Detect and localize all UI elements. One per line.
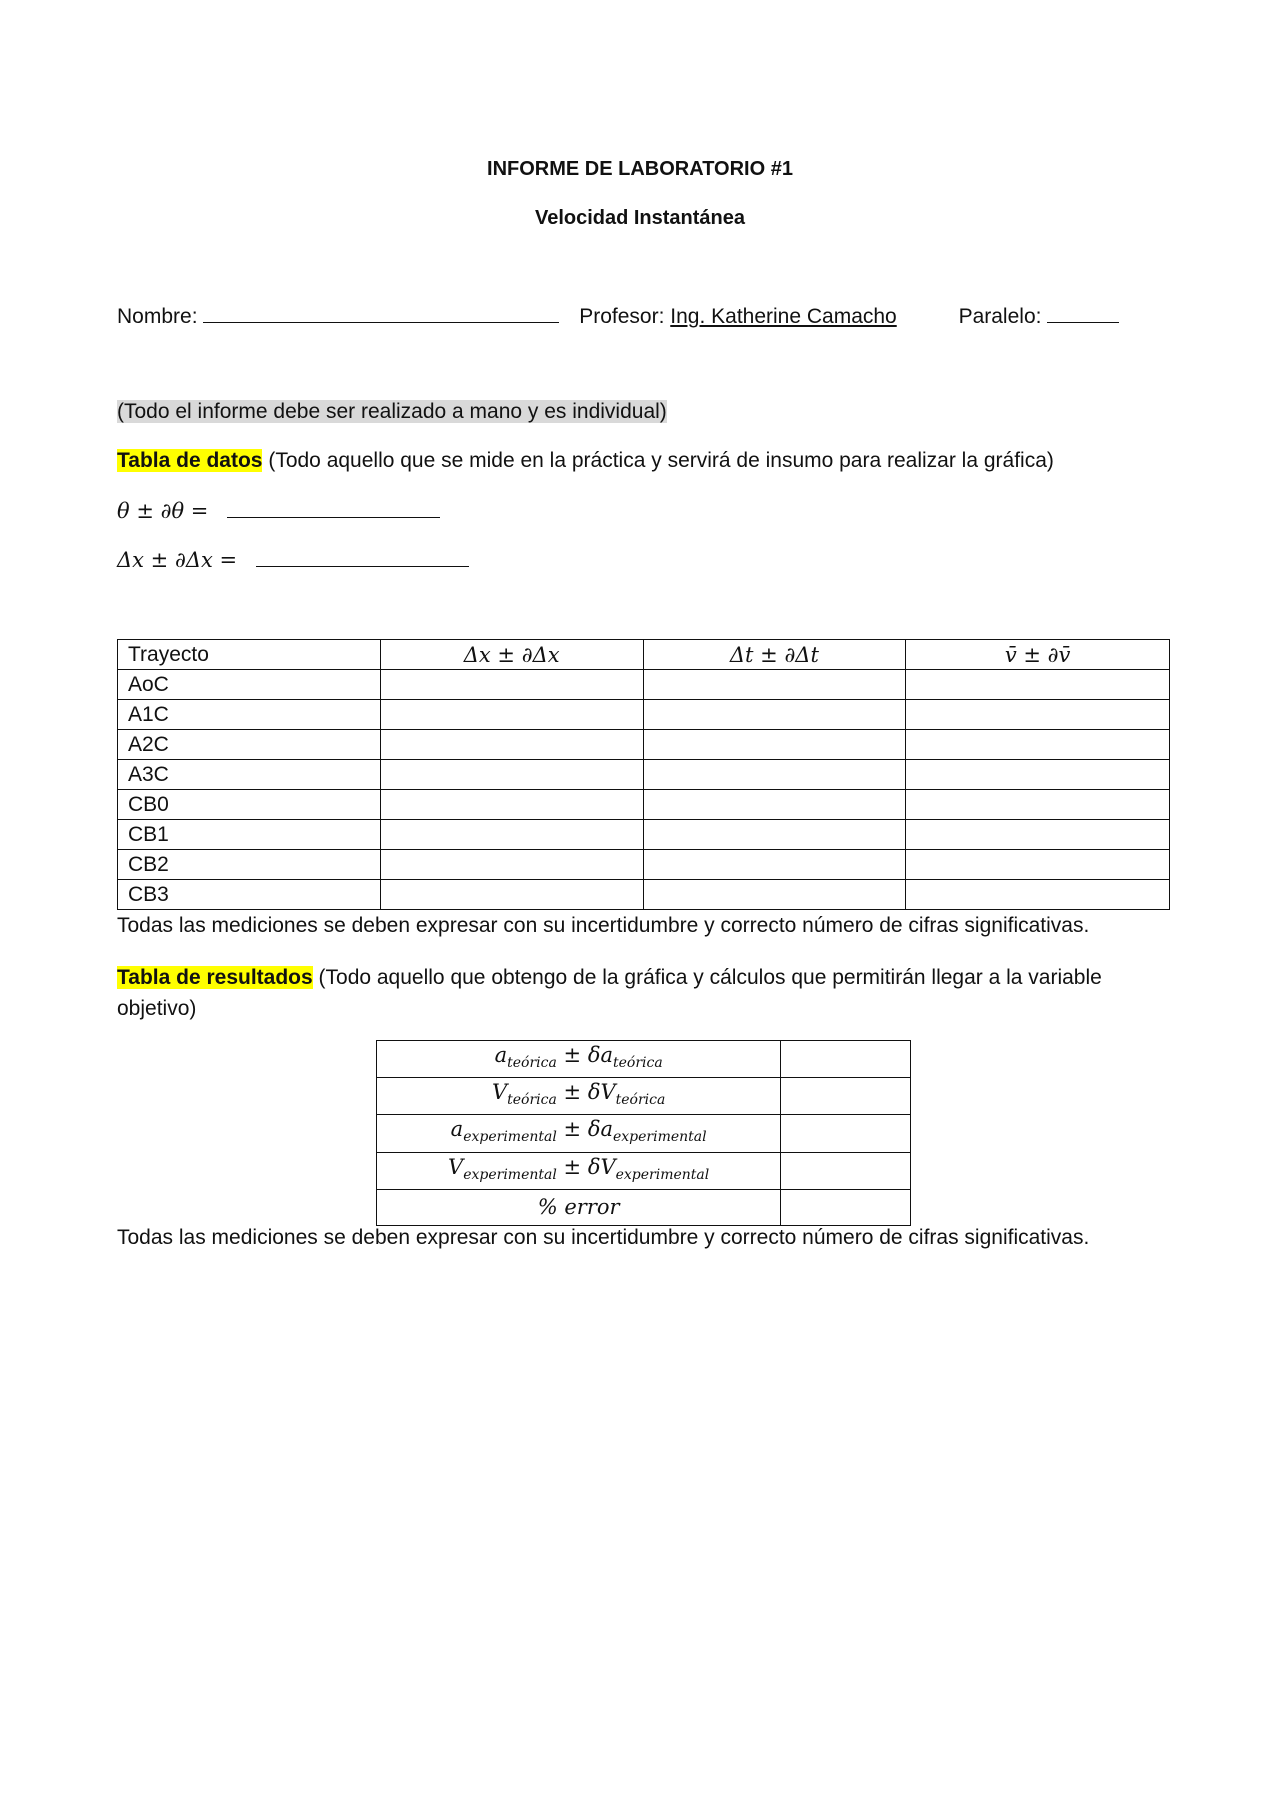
result-value-cell[interactable] xyxy=(781,1115,911,1152)
result-label: $a_{experimental} \pm \delta a_{experimental}$ xyxy=(377,1115,781,1152)
row-label: CB2 xyxy=(118,850,381,880)
theta-label: θ ± ∂θ = xyxy=(117,499,209,523)
table-cell[interactable] xyxy=(906,730,1170,760)
table-cell[interactable] xyxy=(380,820,643,850)
result-label: $a_{teórica} \pm \delta a_{teórica}$ xyxy=(377,1041,781,1078)
table-cell[interactable] xyxy=(380,880,643,910)
result-label: $V_{teórica} \pm \delta V_{teórica}$ xyxy=(377,1078,781,1115)
table-cell[interactable] xyxy=(906,850,1170,880)
dx-line xyxy=(117,546,469,572)
table-cell[interactable] xyxy=(643,790,906,820)
table-cell[interactable] xyxy=(906,700,1170,730)
results-table-description-cont: objetivo) xyxy=(117,997,197,1020)
instructions: (Todo el informe debe ser realizado a mano y es individual) xyxy=(117,400,667,423)
name-label: Nombre: xyxy=(117,305,198,328)
column-header: Trayecto xyxy=(118,640,381,670)
result-label: $V_{experimental} \pm \delta V_{experimental}$ xyxy=(377,1152,781,1189)
result-value-cell[interactable] xyxy=(781,1152,911,1189)
theta-field[interactable] xyxy=(227,497,440,518)
table-row xyxy=(377,1189,911,1225)
table-cell[interactable] xyxy=(906,820,1170,850)
table-row xyxy=(118,790,1170,820)
page-subtitle: Velocidad Instantánea xyxy=(534,207,746,229)
row-label: CB1 xyxy=(118,820,381,850)
table-cell[interactable] xyxy=(380,700,643,730)
page-title: INFORME DE LABORATORIO #1 xyxy=(487,158,793,180)
row-label: CB0 xyxy=(118,790,381,820)
student-info-line xyxy=(117,302,1119,329)
table-cell[interactable] xyxy=(643,700,906,730)
name-field[interactable] xyxy=(203,302,559,323)
professor-name: Ing. Katherine Camacho xyxy=(670,305,897,328)
table-row xyxy=(377,1078,911,1115)
row-label: A1C xyxy=(118,700,381,730)
table-cell[interactable] xyxy=(906,760,1170,790)
data-table-note: Todas las mediciones se deben expresar con su incertidumbre y correcto número de cifras significativas. xyxy=(117,914,1090,937)
column-header: Δx ± ∂Δx xyxy=(380,640,643,670)
result-value-cell[interactable] xyxy=(781,1189,911,1225)
dx-label: Δx ± ∂Δx = xyxy=(117,548,238,572)
theta-line xyxy=(117,497,440,523)
column-header: Δt ± ∂Δt xyxy=(643,640,906,670)
section-label: Paralelo: xyxy=(958,305,1042,328)
row-label: A2C xyxy=(118,730,381,760)
table-row xyxy=(377,1152,911,1189)
table-row xyxy=(377,1115,911,1152)
table-row xyxy=(118,760,1170,790)
error-label: % error xyxy=(377,1189,781,1225)
data-table-header-row xyxy=(118,640,1170,670)
table-cell[interactable] xyxy=(906,670,1170,700)
table-row xyxy=(377,1041,911,1078)
result-value-cell[interactable] xyxy=(781,1078,911,1115)
table-cell[interactable] xyxy=(643,730,906,760)
table-row xyxy=(118,820,1170,850)
table-row xyxy=(118,730,1170,760)
table-row xyxy=(118,880,1170,910)
row-label: CB3 xyxy=(118,880,381,910)
results-table-heading: Tabla de resultados xyxy=(117,966,313,989)
data-table-description: (Todo aquello que se mide en la práctica y servirá de insumo para realizar la gráfica) xyxy=(268,449,1054,472)
row-label: A3C xyxy=(118,760,381,790)
table-cell[interactable] xyxy=(643,760,906,790)
data-table xyxy=(117,639,1170,910)
result-value-cell[interactable] xyxy=(781,1041,911,1078)
table-row xyxy=(118,700,1170,730)
results-table-note: Todas las mediciones se deben expresar con su incertidumbre y correcto número de cifras significativas. xyxy=(117,1226,1090,1249)
data-table-heading: Tabla de datos xyxy=(117,449,263,472)
results-table xyxy=(376,1040,911,1226)
data-section-header xyxy=(117,449,1054,473)
table-cell[interactable] xyxy=(643,880,906,910)
table-cell[interactable] xyxy=(380,790,643,820)
column-header: v̄ ± ∂v̄ xyxy=(906,640,1170,670)
professor-label: Profesor: xyxy=(579,305,665,328)
table-cell[interactable] xyxy=(380,730,643,760)
table-row xyxy=(118,850,1170,880)
table-cell[interactable] xyxy=(643,670,906,700)
table-cell[interactable] xyxy=(906,790,1170,820)
row-label: AoC xyxy=(118,670,381,700)
table-cell[interactable] xyxy=(906,880,1170,910)
results-section-header xyxy=(117,962,1177,1024)
dx-field[interactable] xyxy=(256,546,469,567)
table-cell[interactable] xyxy=(380,670,643,700)
table-cell[interactable] xyxy=(643,820,906,850)
table-cell[interactable] xyxy=(380,850,643,880)
results-table-description: (Todo aquello que obtengo de la gráfica y cálculos que permitirán llegar a la variable xyxy=(318,966,1102,989)
table-cell[interactable] xyxy=(643,850,906,880)
table-cell[interactable] xyxy=(380,760,643,790)
section-field[interactable] xyxy=(1047,302,1119,323)
table-row xyxy=(118,670,1170,700)
